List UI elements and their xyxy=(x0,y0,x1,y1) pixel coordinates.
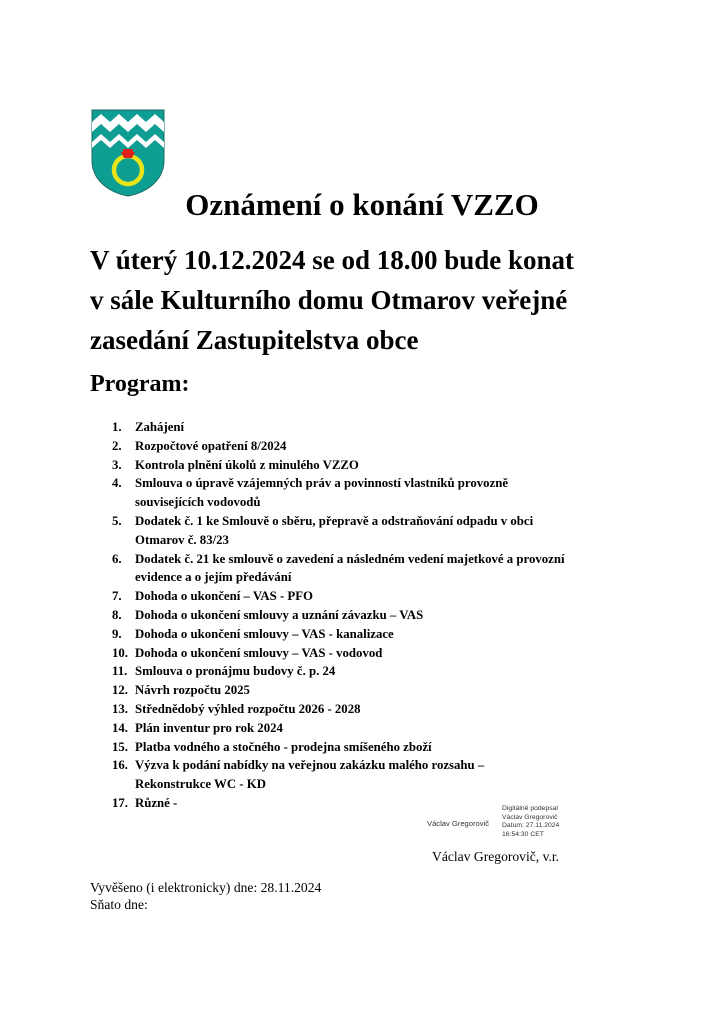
signature-line: Václav Gregorovič xyxy=(502,813,558,821)
program-item xyxy=(112,681,592,700)
program-item-text: Rozpočtové opatření 8/2024 xyxy=(135,438,287,453)
signer-name: Václav Gregorovič, v.r. xyxy=(432,849,560,864)
program-item-number: 1. xyxy=(112,420,122,434)
removed-date: Sňato dne: xyxy=(90,897,148,912)
program-item-text: souvisejících vodovodů xyxy=(135,495,261,510)
program-item-number: 13. xyxy=(112,701,128,716)
program-item-text: Dohoda o ukončení smlouvy a uznání závazku – VAS xyxy=(135,607,424,622)
posted-date: Vyvěšeno (i elektronicky) dne: 28.11.2024 xyxy=(90,880,322,895)
program-heading: Program: xyxy=(90,371,190,397)
program-item xyxy=(112,606,592,625)
program-item xyxy=(112,587,592,606)
program-item xyxy=(112,625,592,644)
signature-details xyxy=(502,805,559,839)
program-item-number: 15. xyxy=(112,739,128,754)
program-item-text: evidence a o jejím předávání xyxy=(135,570,292,585)
program-item-text: Otmarov č. 83/23 xyxy=(135,532,229,547)
signature-name: Václav Gregorovič xyxy=(427,819,490,828)
program-item-number: 16. xyxy=(112,758,128,773)
program-item-text: Zahájení xyxy=(135,420,185,434)
program-item xyxy=(112,550,592,588)
program-item-text: Plán inventur pro rok 2024 xyxy=(135,720,283,735)
program-item xyxy=(112,719,592,738)
program-item xyxy=(112,418,592,437)
program-item-number: 3. xyxy=(112,457,122,472)
program-item-text: Dohoda o ukončení smlouvy – VAS - vodovod xyxy=(135,645,383,660)
program-item xyxy=(112,662,592,681)
program-item-text: Střednědobý výhled rozpočtu 2026 - 2028 xyxy=(135,701,361,716)
program-item-number: 6. xyxy=(112,551,122,566)
program-item xyxy=(112,738,592,757)
program-item-number: 10. xyxy=(112,645,128,660)
program-item xyxy=(112,700,592,719)
program-item-text: Kontrola plnění úkolů z minulého VZZO xyxy=(135,457,359,472)
program-item-number: 9. xyxy=(112,626,122,641)
program-item-text: Různé - xyxy=(135,795,178,810)
program-item-number: 17. xyxy=(112,795,128,810)
program-item-number: 11. xyxy=(112,664,128,679)
program-list xyxy=(112,418,592,813)
posting-info xyxy=(90,879,321,913)
program-item-number: 2. xyxy=(112,438,122,453)
program-item-text: Smlouva o úpravě vzájemných práv a povinností vlastníků provozně xyxy=(135,476,509,491)
program-item-number: 14. xyxy=(112,720,128,735)
program-item-text: Dohoda o ukončení smlouvy – VAS - kanalizace xyxy=(135,626,394,641)
program-item xyxy=(112,437,592,456)
program-item xyxy=(112,474,592,512)
program-item-text: Dodatek č. 1 ke Smlouvě o sběru, přepravě a odstraňování odpadu v obci xyxy=(135,513,534,528)
program-item xyxy=(112,456,592,475)
program-item-number: 8. xyxy=(112,607,122,622)
program-item-number: 5. xyxy=(112,513,122,528)
program-item-number: 12. xyxy=(112,683,128,698)
program-item-text: Smlouva o pronájmu budovy č. p. 24 xyxy=(135,664,336,679)
program-item-number: 4. xyxy=(112,476,122,491)
signature-line: 16:54:30 CET xyxy=(502,830,544,838)
program-item-text: Dodatek č. 21 ke smlouvě o zavedení a následném vedení majetkové a provozní xyxy=(135,551,565,566)
program-item-number: 7. xyxy=(112,589,122,604)
page-title: Oznámení o konání VZZO xyxy=(185,187,539,222)
lead-line: V úterý 10.12.2024 se od 18.00 bude konat xyxy=(90,245,575,275)
program-item xyxy=(112,644,592,663)
signature-line: Digitálně podepsal xyxy=(502,805,558,812)
program-item-text: Návrh rozpočtu 2025 xyxy=(135,683,250,698)
lead-line: v sále Kulturního domu Otmarov veřejné xyxy=(90,285,568,315)
program-item-text: Rekonstrukce WC - KD xyxy=(135,777,266,792)
program-item xyxy=(112,512,592,550)
program-item-text: Platba vodného a stočného - prodejna smíšeného zboží xyxy=(135,739,432,754)
digital-signature-stamp xyxy=(426,805,586,841)
program-item-text: Dohoda o ukončení – VAS - PFO xyxy=(135,589,314,604)
announcement-lead xyxy=(90,240,690,360)
municipal-coat-of-arms-icon xyxy=(90,108,166,198)
lead-line: zasedání Zastupitelstva obce xyxy=(90,325,419,355)
program-item xyxy=(112,756,592,794)
signature-line: Datum: 27.11.2024 xyxy=(502,822,560,829)
program-item-text: Výzva k podání nabídky na veřejnou zakázku malého rozsahu – xyxy=(135,758,485,773)
